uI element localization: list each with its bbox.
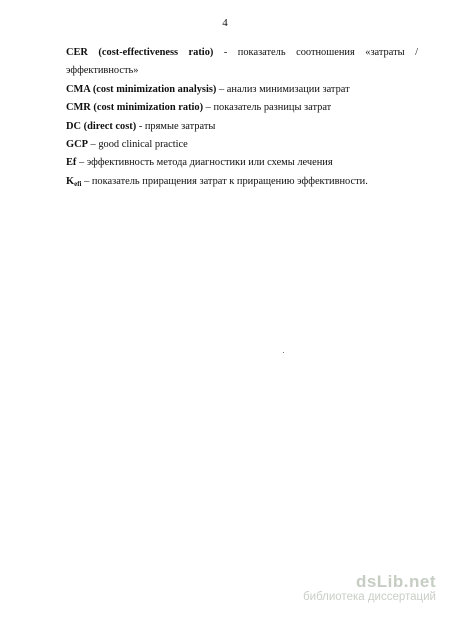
- abbreviation-entry-gcp: [66, 136, 418, 154]
- abbreviation-term-subscript: efi: [74, 179, 82, 188]
- abbreviation-term: DC (direct cost): [66, 120, 137, 132]
- abbreviation-list: [66, 44, 418, 193]
- abbreviation-term: Ef: [66, 157, 77, 169]
- abbreviation-definition: – показатель разницы затрат: [203, 102, 332, 114]
- abbreviation-continuation: эффективность»: [66, 65, 139, 77]
- abbreviation-entry-ef: [66, 154, 418, 172]
- abbreviation-definition: – good clinical practice: [87, 139, 188, 151]
- watermark: [303, 572, 436, 603]
- abbreviation-term: CER (cost-effectiveness ratio): [66, 47, 214, 58]
- abbreviation-definition: – эффективность метода диагностики или схемы лечения: [76, 157, 333, 169]
- abbreviation-entry-kefi: [66, 173, 418, 193]
- page-number: 4: [222, 17, 228, 29]
- abbreviation-entry-dc: [66, 118, 418, 136]
- scan-speck: [283, 352, 284, 353]
- abbreviation-term: GCP: [66, 139, 88, 151]
- abbreviation-entry-cma: [66, 81, 418, 99]
- abbreviation-definition: – анализ минимизации затрат: [216, 83, 350, 95]
- abbreviation-definition: - показатель соотношения «затраты /: [213, 47, 418, 58]
- abbreviation-term: K: [66, 175, 75, 187]
- abbreviation-term: CMA (cost minimization analysis): [66, 83, 217, 95]
- abbreviation-entry-cmr: [66, 99, 418, 117]
- abbreviation-definition: - прямые затраты: [136, 120, 216, 132]
- watermark-logo: dsLib.net: [355, 572, 436, 591]
- abbreviation-definition: – показатель приращения затрат к приращению эффективности.: [81, 175, 368, 187]
- watermark-caption: библиотека диссертаций: [303, 591, 436, 603]
- abbreviation-entry-cer: [66, 44, 418, 62]
- abbreviation-term: CMR (cost minimization ratio): [66, 102, 204, 114]
